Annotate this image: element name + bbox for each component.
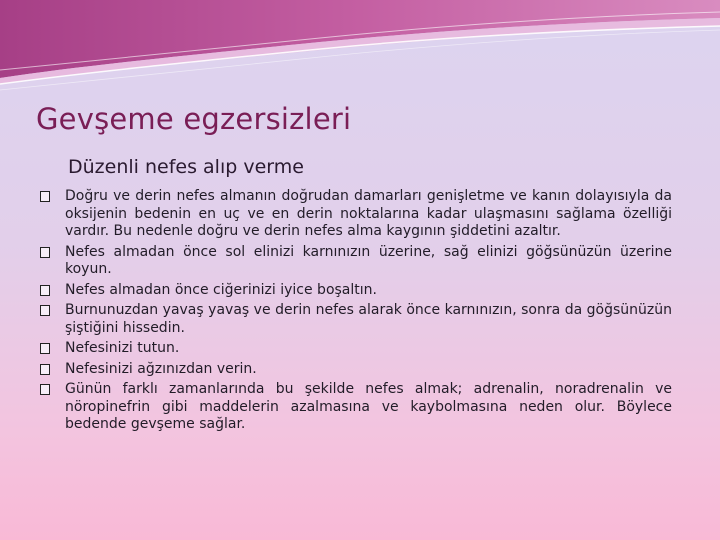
- slide-title: Gevşeme egzersizleri: [36, 102, 352, 136]
- list-item: [40, 282, 672, 300]
- list-item: [40, 302, 672, 337]
- bullet-text: Doğru ve derin nefes almanın doğrudan damarları genişletme ve kanın dolayısıyla da oksijenin bedenin en uç ve en derin noktalarına kadar ulaşmasını sağlama özelliği vardır. Bu nedenle doğru ve derin nefes alma kaygının şiddetini azaltır.: [65, 188, 672, 239]
- slide-subtitle: Düzenli nefes alıp verme: [68, 156, 304, 178]
- bullet-box-icon: [40, 384, 50, 395]
- bullet-text: Günün farklı zamanlarında bu şekilde nefes almak; adrenalin, noradrenalin ve nöropinefrin gibi maddelerin azalmasına ve kaybolmasına neden olur. Böylece bedende gevşeme sağlar.: [65, 381, 672, 432]
- bullet-list: [40, 188, 672, 437]
- bullet-text: Nefesinizi tutun.: [65, 340, 180, 356]
- bullet-text: Burnunuzdan yavaş yavaş ve derin nefes alarak önce karnınızın, sonra da göğsünüzün şiştiğini hissedin.: [65, 302, 672, 336]
- bullet-text: Nefes almadan önce ciğerinizi iyice boşaltın.: [65, 281, 377, 298]
- list-item: [40, 188, 672, 241]
- bullet-box-icon: [40, 191, 50, 202]
- bullet-box-icon: [40, 343, 50, 354]
- list-item: [40, 361, 672, 379]
- bullet-text: Nefes almadan önce sol elinizi karnınızın üzerine, sağ elinizi göğsünüzün üzerine koyun.: [65, 243, 672, 277]
- bullet-box-icon: [40, 305, 50, 316]
- bullet-box-icon: [40, 364, 50, 375]
- list-item: [40, 381, 672, 434]
- decorative-header-band: [0, 0, 720, 95]
- bullet-box-icon: [40, 247, 50, 258]
- bullet-box-icon: [40, 285, 50, 296]
- bullet-text: Nefesinizi ağzınızdan verin.: [65, 360, 257, 377]
- list-item: [40, 340, 672, 358]
- list-item: [40, 244, 672, 279]
